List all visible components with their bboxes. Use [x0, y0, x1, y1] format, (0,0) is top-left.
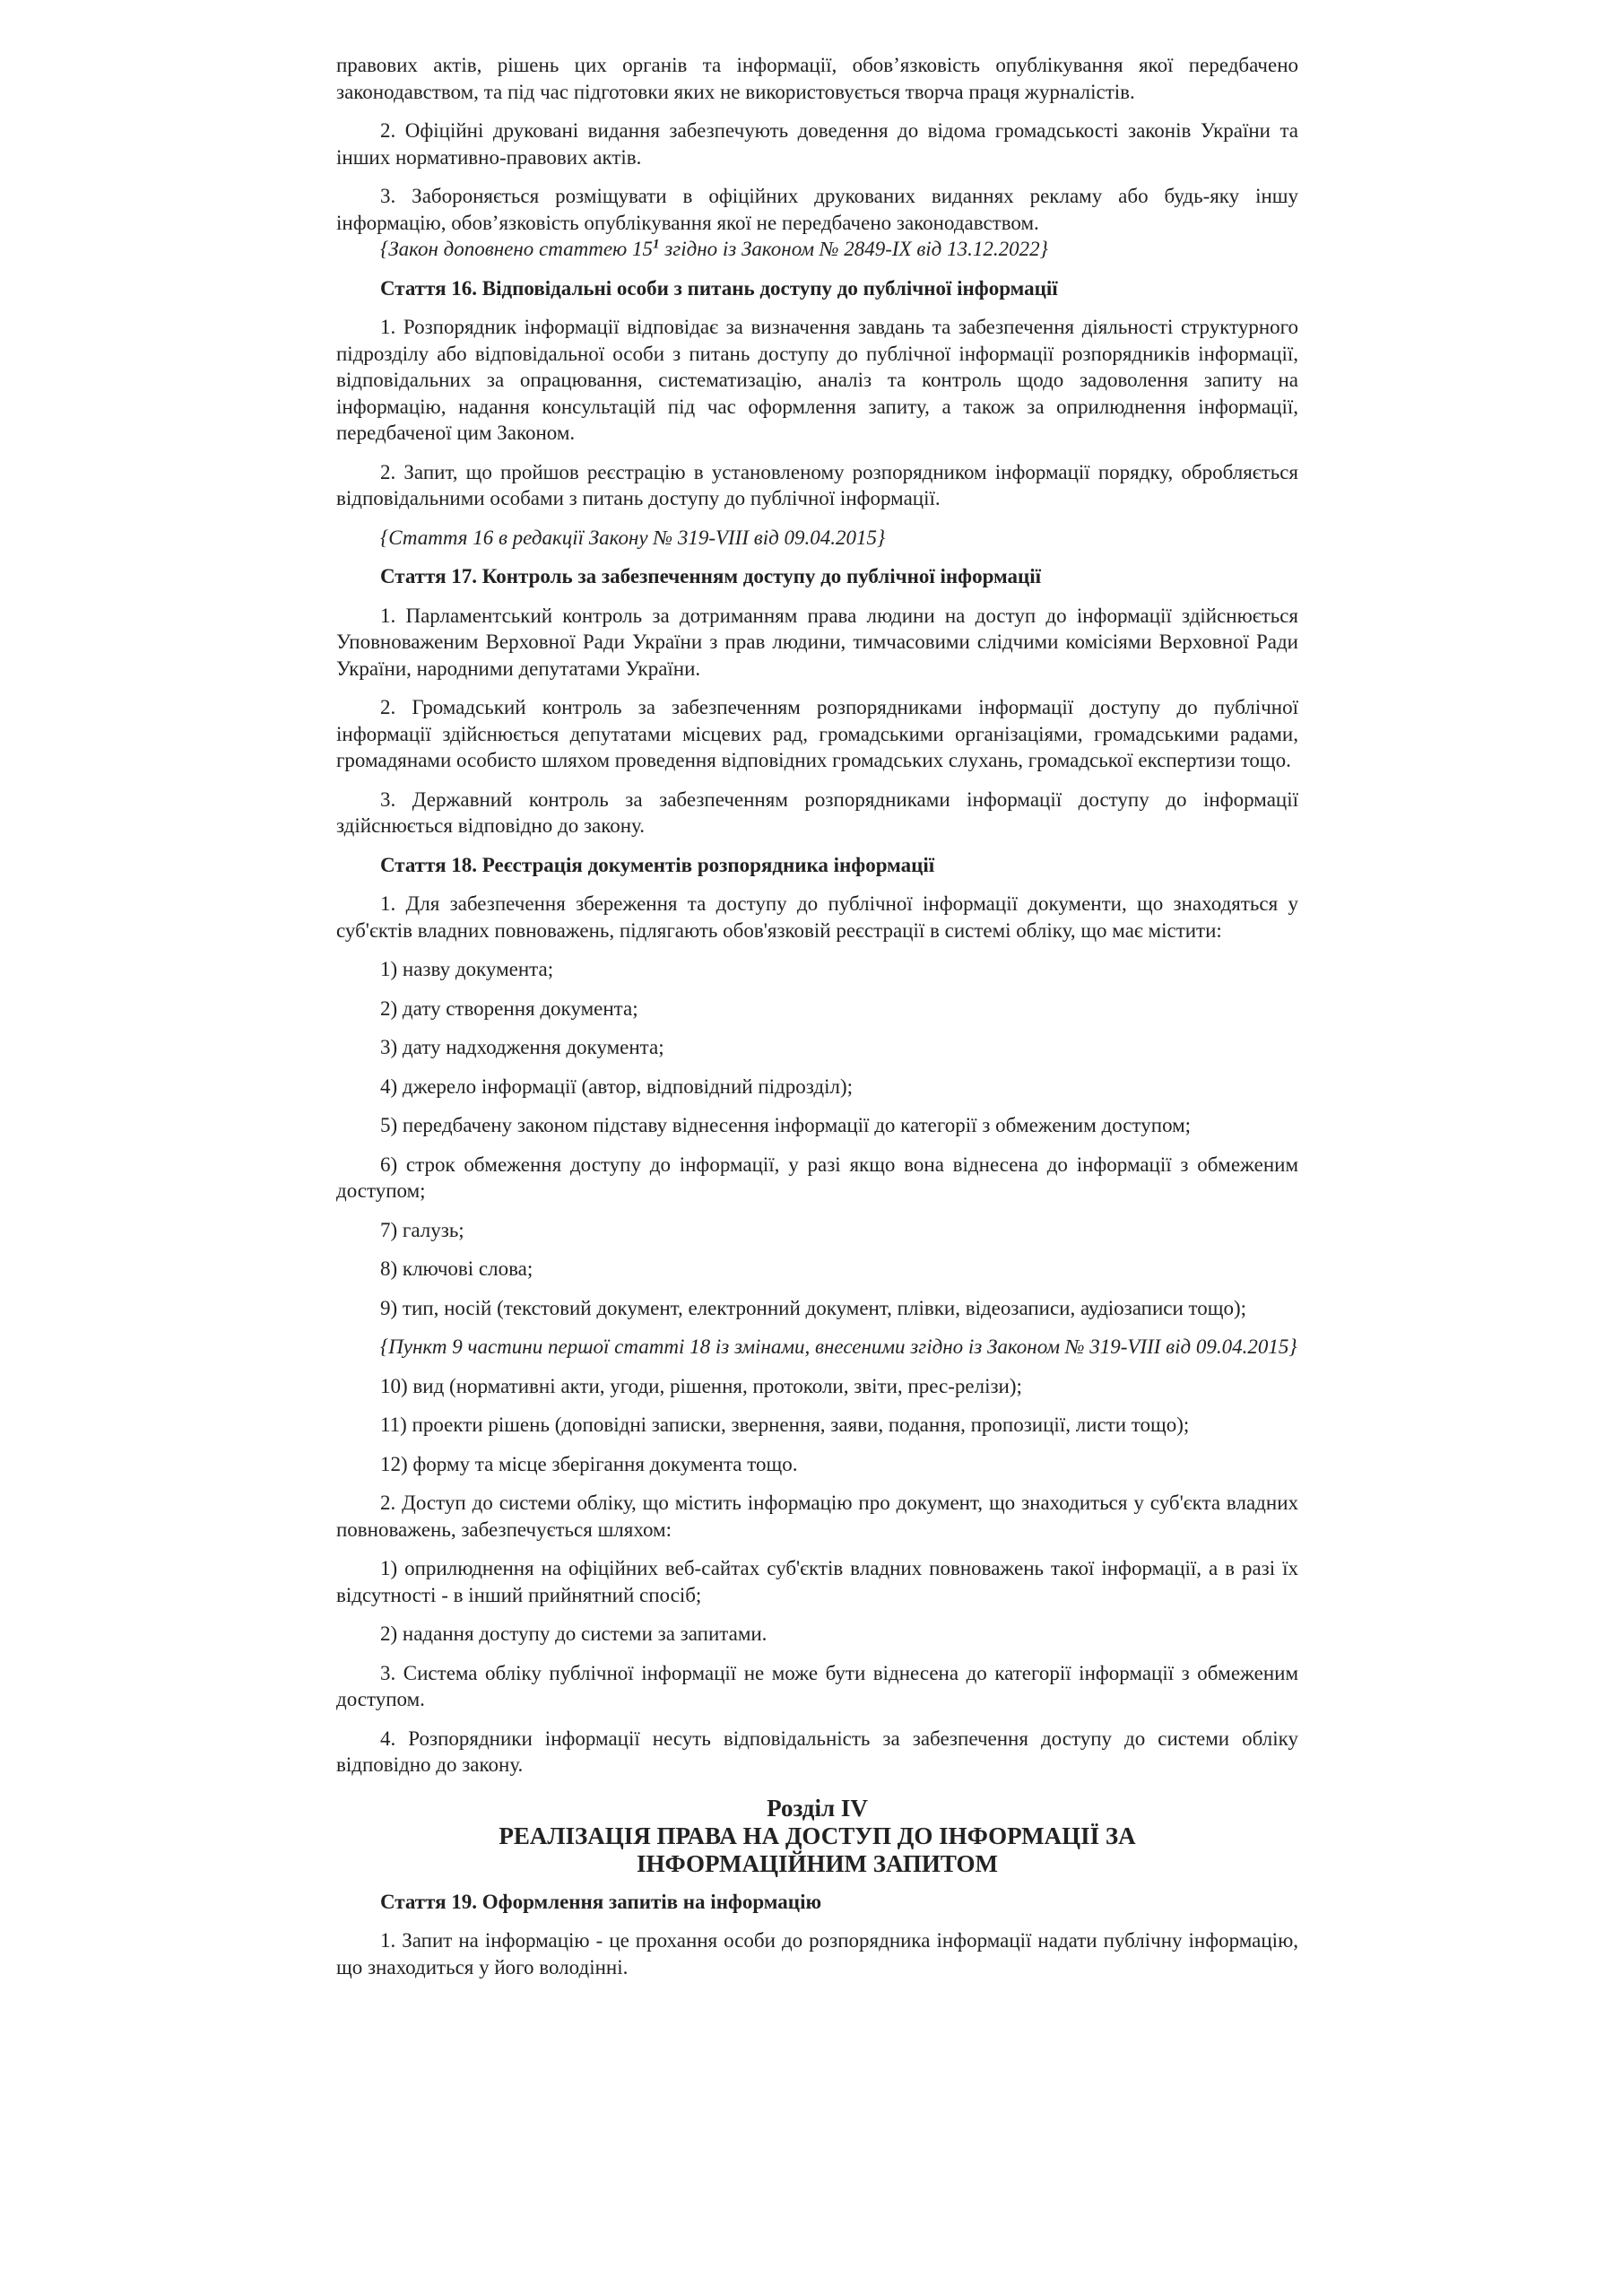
- paragraph: 1. Для забезпечення збереження та доступу до публічної інформації документи, що знаходяться у суб'єктів владних повноважень, підлягають обов'язковій реєстрації в системі обліку, що має містити:: [336, 892, 1298, 942]
- list-item: 5) передбачену законом підставу віднесення інформації до категорії з обмеженим доступом;: [380, 1114, 1192, 1136]
- section-number: Розділ IV: [767, 1794, 868, 1822]
- list-item: 7) галузь;: [380, 1218, 464, 1241]
- article-heading: Стаття 16. Відповідальні особи з питань доступу до публічної інформації: [380, 276, 1058, 300]
- section-title: ІНФОРМАЦІЙНИМ ЗАПИТОМ: [637, 1849, 998, 1877]
- document-page: [336, 52, 1298, 1993]
- list-item: 2) дату створення документа;: [380, 996, 638, 1020]
- article-heading: Стаття 17. Контроль за забезпеченням доступу до публічної інформації: [380, 565, 1042, 587]
- paragraph: 1. Парламентський контроль за дотриманням права людини на доступ до інформації здійснюється Уповноваженим Верховної Ради України з прав людини, тимчасовими слідчими комісіями Верховної Ради України, народними депутатами України.: [336, 604, 1298, 680]
- list-item: 6) строк обмеження доступу до інформації, у разі якщо вона віднесена до інформації з обмеженим доступом;: [336, 1152, 1298, 1202]
- article-heading: Стаття 19. Оформлення запитів на інформацію: [380, 1890, 822, 1913]
- paragraph: 4. Розпорядники інформації несуть відповідальність за забезпечення доступу до системи обліку відповідно до закону.: [336, 1726, 1298, 1776]
- paragraph: 2. Доступ до системи обліку, що містить інформацію про документ, що знаходиться у суб'єкта владних повноважень, забезпечується шляхом:: [336, 1492, 1298, 1541]
- paragraph: 1. Розпорядник інформації відповідає за визначення завдань та забезпечення діяльності структурного підрозділу або відповідальної особи з питань доступу до публічної інформації розпорядників інформації, відповідальних за опрацювання, систематизацію, аналіз та контроль щодо задоволення запиту на інформацію, надання консультацій під час оформлення запиту, а також за оприлюднення інформації, передбаченої цим Законом.: [336, 316, 1298, 444]
- paragraph: 3. Державний контроль за забезпеченням розпорядниками інформації доступу до інформації здійснюється відповідно до закону.: [336, 787, 1298, 837]
- list-item: 3) дату надходження документа;: [380, 1036, 664, 1058]
- list-item: 11) проекти рішень (доповідні записки, звернення, заяви, подання, пропозиції, листи тощо);: [380, 1413, 1190, 1436]
- amendment-note: {Стаття 16 в редакції Закону № 319-VIII від 09.04.2015}: [380, 526, 886, 549]
- paragraph: 2. Запит, що пройшов реєстрацію в установленому розпорядником інформації порядку, обробляється відповідальними особами з питань доступу до публічної інформації.: [336, 460, 1298, 509]
- paragraph: 2. Громадський контроль за забезпеченням розпорядниками інформації доступу до публічної інформації здійснюється депутатами місцевих рад, громадськими організаціями, громадськими радами, громадянами особисто шляхом проведення відповідних громадських слухань, громадської експертизи тощо.: [336, 696, 1298, 771]
- note-text: згідно із Законом № 2849-IX від 13.12.2022}: [659, 238, 1048, 260]
- paragraph: 2. Офіційні друковані видання забезпечують доведення до відома громадськості законів України та інших нормативно-правових актів.: [336, 119, 1298, 169]
- paragraph: правових актів, рішень цих органів та інформації, обов’язковість опублікування якої передбачено законодавством, та під час підготовки яких не використовується творча праця журналістів.: [336, 54, 1298, 103]
- section-title: РЕАЛІЗАЦІЯ ПРАВА НА ДОСТУП ДО ІНФОРМАЦІЇ ЗА: [499, 1822, 1136, 1849]
- article-heading: Стаття 18. Реєстрація документів розпорядника інформації: [380, 853, 935, 876]
- list-item: 12) форму та місце зберігання документа тощо.: [380, 1452, 798, 1475]
- list-item: 9) тип, носій (текстовий документ, електронний документ, плівки, відеозаписи, аудіозаписи тощо);: [380, 1296, 1247, 1319]
- list-item: 4) джерело інформації (автор, відповідний підрозділ);: [380, 1074, 854, 1098]
- section-heading: [336, 1795, 1298, 1878]
- paragraph: 3. Система обліку публічної інформації не може бути віднесена до категорії інформації з обмеженим доступом.: [336, 1661, 1298, 1710]
- list-item: 10) вид (нормативні акти, угоди, рішення, протоколи, звіти, прес-релізи);: [380, 1374, 1022, 1397]
- paragraph: 1. Запит на інформацію - це прохання особи до розпорядника інформації надати публічну інформацію, що знаходиться у його володінні.: [336, 1929, 1298, 1979]
- superscript: 1: [653, 237, 660, 252]
- list-item: 1) оприлюднення на офіційних веб-сайтах суб'єктів владних повноважень такої інформації, а в разі їх відсутності - в інший прийнятний спосіб;: [336, 1557, 1298, 1606]
- list-item: 2) надання доступу до системи за запитами.: [380, 1622, 768, 1645]
- amendment-note: [336, 236, 1298, 263]
- note-text: {Закон доповнено статтею 15: [380, 238, 654, 260]
- amendment-note: {Пункт 9 частини першої статті 18 із змінами, внесеними згідно із Законом № 319-VIII від 09.04.2015}: [380, 1335, 1297, 1358]
- list-item: 8) ключові слова;: [380, 1257, 533, 1280]
- paragraph: 3. Забороняється розміщувати в офіційних друкованих виданнях рекламу або будь-яку іншу інформацію, обов’язковість опублікування якої не передбачено законодавством.: [336, 185, 1298, 234]
- list-item: 1) назву документа;: [380, 958, 554, 980]
